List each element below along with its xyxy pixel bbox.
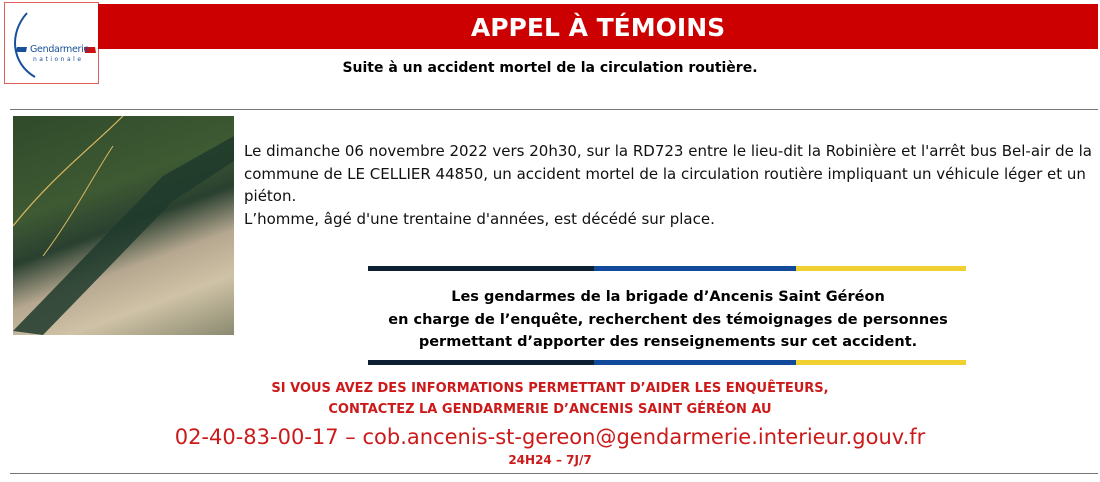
page-subtitle: Suite à un accident mortel de la circulation routière. — [342, 60, 758, 76]
divider-bottom — [10, 473, 1098, 474]
appeal-text — [368, 286, 968, 354]
divider — [10, 109, 1098, 110]
appeal-line-2: en charge de l’enquête, recherchent des témoignages de personnes — [388, 311, 948, 328]
victim-details: L’homme, âgé d'une trentaine d'années, est décédé sur place. — [244, 209, 715, 228]
contact-line-2: CONTACTEZ LA GENDARMERIE D’ANCENIS SAINT GÉRÉON AU — [328, 402, 772, 417]
logo-text: Gendarmerie — [30, 44, 90, 55]
separator: – — [338, 425, 363, 449]
page-title: APPEL À TÉMOINS — [98, 4, 1098, 49]
tricolor-bar-bottom — [368, 360, 966, 365]
incident-description — [244, 140, 1099, 230]
email-link[interactable]: cob.ancenis-st-gereon@gendarmerie.interieur.gouv.fr — [362, 425, 926, 449]
tricolor-bar-top — [368, 266, 966, 271]
incident-details: Le dimanche 06 novembre 2022 vers 20h30, sur la RD723 entre le lieu-dit la Robinière et l'arrêt bus Bel-air de la commune de LE CELLIER 44850, un accident mortel de la circulation routière impliquant un véhicule léger et un piéton. — [244, 142, 1092, 205]
appeal-line-1: Les gendarmes de la brigade d’Ancenis Saint Géréon — [451, 289, 885, 305]
appeal-line-3: permettant d’apporter des renseignements sur cet accident. — [418, 334, 918, 350]
contact-info — [0, 425, 1100, 449]
logo-subtext: nationale — [33, 56, 84, 63]
accident-location-map — [13, 116, 234, 335]
contact-line-1: SI VOUS AVEZ DES INFORMATIONS PERMETTANT D’AIDER LES ENQUÊTEURS, — [271, 381, 829, 396]
availability-hours: 24H24 – 7J/7 — [508, 453, 592, 467]
phone-link[interactable]: 02-40-83-00-17 — [174, 425, 339, 449]
